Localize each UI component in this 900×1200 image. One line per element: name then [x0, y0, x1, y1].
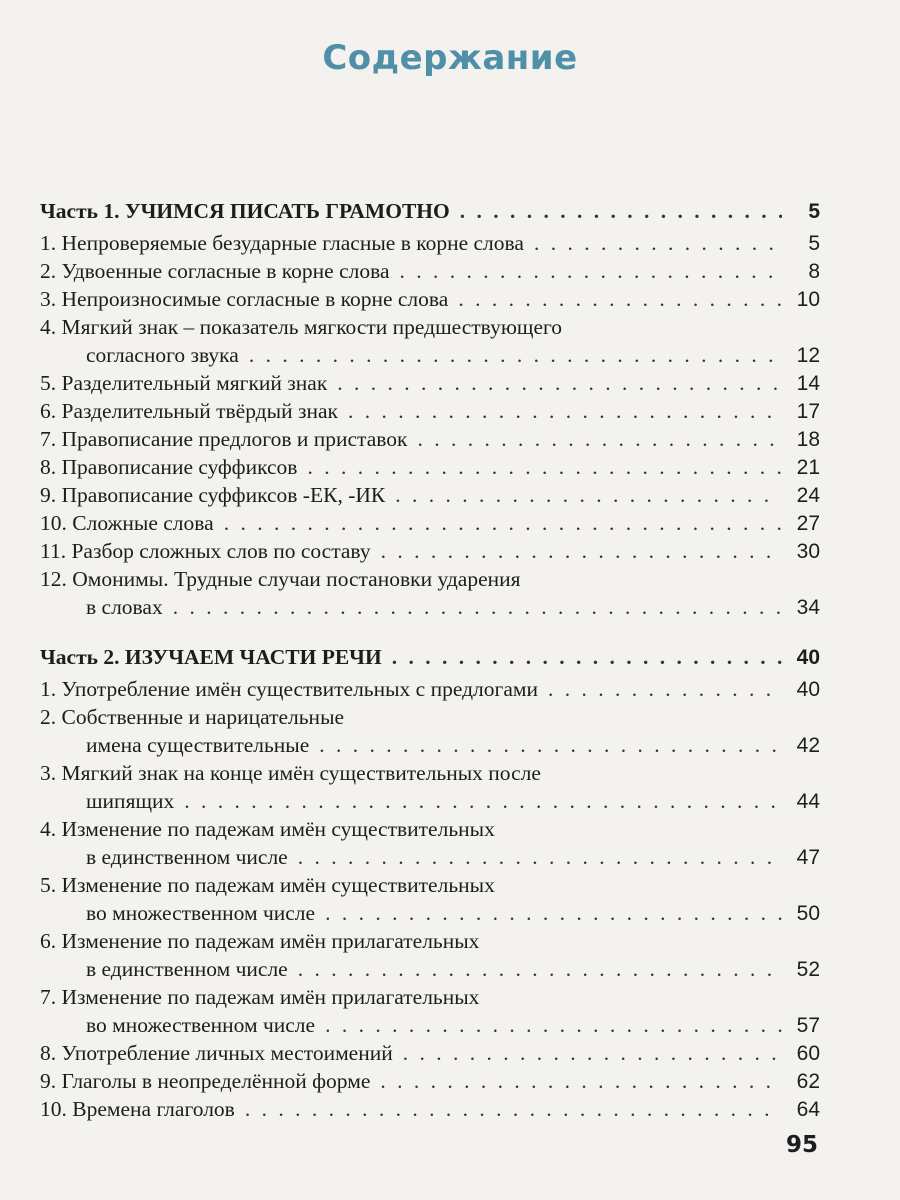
toc-entry[interactable] [40, 481, 820, 509]
section-heading[interactable] [40, 197, 820, 225]
dot-leader [319, 731, 782, 759]
toc-entry[interactable] [40, 229, 820, 257]
toc-entry-page-number: 8 [808, 260, 820, 283]
section-page-number: 40 [796, 646, 820, 669]
toc-entry-page-number: 47 [796, 846, 820, 869]
dot-leader [395, 481, 782, 509]
toc-entry-page-number: 18 [796, 428, 820, 451]
toc-entry-text: согласного звука [86, 343, 239, 367]
toc-entry-text: шипящих [86, 789, 175, 813]
toc-entry-page-number: 12 [796, 344, 820, 367]
toc-entry-page-number: 5 [808, 232, 820, 255]
toc-entry[interactable] [40, 453, 820, 481]
toc-entry[interactable] [40, 565, 820, 621]
dot-leader [224, 509, 782, 537]
dot-leader [245, 1095, 782, 1123]
dot-leader [337, 369, 782, 397]
page-number: 95 [785, 1132, 818, 1158]
toc-entry-text: 11. Разбор сложных слов по составу [40, 539, 371, 563]
toc-entry-text: 5. Изменение по падежам имён существительных [40, 873, 495, 897]
dot-leader [325, 1011, 782, 1039]
dot-leader [460, 197, 782, 225]
toc-entry-text: имена существительные [86, 733, 310, 757]
dot-leader [348, 397, 782, 425]
dot-leader [548, 675, 782, 703]
section-heading[interactable] [40, 643, 820, 671]
toc-entry-text: 4. Изменение по падежам имён существительных [40, 817, 495, 841]
toc-entry-text: 12. Омонимы. Трудные случаи постановки ударения [40, 567, 521, 591]
toc-entry-text: 4. Мягкий знак – показатель мягкости предшествующего [40, 315, 563, 339]
toc-entry-text: 1. Непроверяемые безударные гласные в корне слова [40, 231, 524, 255]
dot-leader [403, 1039, 782, 1067]
section-heading-text: Часть 1. УЧИМСЯ ПИСАТЬ ГРАМОТНО [40, 199, 450, 223]
toc-entry-text: 7. Изменение по падежам имён прилагательных [40, 985, 480, 1009]
dot-leader [325, 899, 782, 927]
toc-entry-text: 8. Употребление личных местоимений [40, 1041, 393, 1065]
section-heading-text: Часть 2. ИЗУЧАЕМ ЧАСТИ РЕЧИ [40, 645, 382, 669]
toc-entry[interactable] [40, 257, 820, 285]
toc-entry-page-number: 42 [796, 734, 820, 757]
toc-entry-text: 6. Разделительный твёрдый знак [40, 399, 338, 423]
toc-entry[interactable] [40, 675, 820, 703]
dot-leader [184, 787, 782, 815]
toc-entry-text: 3. Мягкий знак на конце имён существительных после [40, 761, 541, 785]
toc-entry-text: во множественном числе [86, 901, 316, 925]
toc-entry-text: 3. Непроизносимые согласные в корне слова [40, 287, 449, 311]
toc-entry[interactable] [40, 537, 820, 565]
toc-entry[interactable] [40, 983, 820, 1039]
toc-entry-page-number: 24 [796, 484, 820, 507]
toc-entry-text: во множественном числе [86, 1013, 316, 1037]
toc-entry-page-number: 30 [796, 540, 820, 563]
dot-leader [417, 425, 782, 453]
toc-entry-page-number: 34 [796, 596, 820, 619]
toc-entry-text: 10. Сложные слова [40, 511, 214, 535]
toc-entry[interactable] [40, 509, 820, 537]
toc-entry-page-number: 62 [796, 1070, 820, 1093]
toc-entry-text: 1. Употребление имён существительных с предлогами [40, 677, 539, 701]
toc-entry-text: 2. Собственные и нарицательные [40, 705, 345, 729]
toc-entry[interactable] [40, 815, 820, 871]
toc-entry-page-number: 17 [796, 400, 820, 423]
toc-entry-page-number: 50 [796, 902, 820, 925]
toc-entry-text: 7. Правописание предлогов и приставок [40, 427, 408, 451]
dot-leader [381, 537, 782, 565]
toc-entry[interactable] [40, 285, 820, 313]
dot-leader [307, 453, 782, 481]
toc-entry[interactable] [40, 1067, 820, 1095]
toc-entry-page-number: 57 [796, 1014, 820, 1037]
dot-leader [298, 955, 782, 983]
toc-entry[interactable] [40, 313, 820, 369]
dot-leader [173, 593, 782, 621]
toc-entry-page-number: 21 [796, 456, 820, 479]
dot-leader [298, 843, 782, 871]
toc-entry-page-number: 40 [796, 678, 820, 701]
toc-entry[interactable] [40, 397, 820, 425]
page-title: Содержание [322, 38, 578, 78]
dot-leader [380, 1067, 782, 1095]
toc-section [40, 197, 820, 621]
toc-entry-page-number: 27 [796, 512, 820, 535]
toc-entry-page-number: 10 [796, 288, 820, 311]
toc-entry-text: в единственном числе [86, 845, 288, 869]
toc-entry-text: в словах [86, 595, 163, 619]
toc-entry[interactable] [40, 369, 820, 397]
toc-entry-text: 9. Правописание суффиксов -ЕК, -ИК [40, 483, 386, 507]
toc-section [40, 643, 820, 1123]
toc-entry-text: 10. Времена глаголов [40, 1097, 235, 1121]
toc-entry[interactable] [40, 1039, 820, 1067]
toc-entry-page-number: 44 [796, 790, 820, 813]
dot-leader [400, 257, 782, 285]
toc-entry-text: 5. Разделительный мягкий знак [40, 371, 328, 395]
table-of-contents [40, 197, 820, 1145]
toc-entry[interactable] [40, 871, 820, 927]
toc-entry-page-number: 14 [796, 372, 820, 395]
dot-leader [392, 643, 782, 671]
section-page-number: 5 [808, 200, 820, 223]
toc-entry-text: 9. Глаголы в неопределённой форме [40, 1069, 371, 1093]
toc-entry-text: 6. Изменение по падежам имён прилагательных [40, 929, 480, 953]
toc-entry[interactable] [40, 425, 820, 453]
toc-entry[interactable] [40, 703, 820, 759]
toc-entry-page-number: 64 [796, 1098, 820, 1121]
toc-entry[interactable] [40, 759, 820, 815]
dot-leader [458, 285, 782, 313]
toc-entry-text: 2. Удвоенные согласные в корне слова [40, 259, 390, 283]
toc-entry-page-number: 52 [796, 958, 820, 981]
toc-entry-text: в единственном числе [86, 957, 288, 981]
toc-entry-text: 8. Правописание суффиксов [40, 455, 298, 479]
dot-leader [534, 229, 782, 257]
toc-entry[interactable] [40, 1095, 820, 1123]
toc-entry[interactable] [40, 927, 820, 983]
dot-leader [249, 341, 782, 369]
toc-entry-page-number: 60 [796, 1042, 820, 1065]
